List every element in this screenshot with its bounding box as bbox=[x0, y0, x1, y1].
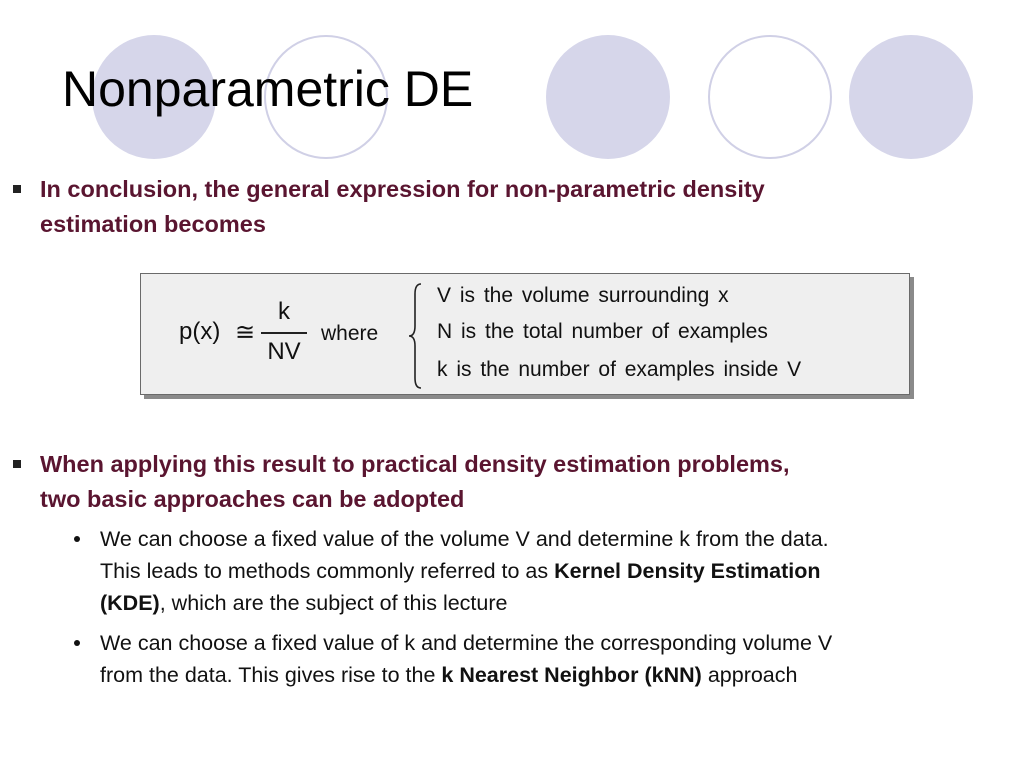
knn-term: k Nearest Neighbor (kNN) bbox=[441, 663, 702, 687]
bullet-applying-line2: two basic approaches can be adopted bbox=[40, 486, 465, 512]
bullet-conclusion-line1: In conclusion, the general expression for non-parametric density bbox=[40, 176, 765, 202]
list-item-kde bbox=[74, 523, 1019, 619]
formula-denominator: NV bbox=[267, 338, 301, 365]
formula-box bbox=[140, 273, 910, 395]
formula-approx-symbol: ≅ bbox=[235, 319, 256, 346]
approaches-list bbox=[74, 523, 1019, 699]
bullet-conclusion bbox=[40, 172, 765, 242]
bullet-conclusion-line2: estimation becomes bbox=[40, 211, 266, 237]
formula-condition-3: k is the number of examples inside V bbox=[437, 358, 802, 381]
decorative-circle bbox=[849, 35, 973, 159]
left-brace-icon bbox=[405, 280, 427, 392]
kde-abbrev: (KDE) bbox=[100, 591, 160, 615]
fraction-bar bbox=[261, 332, 307, 334]
square-bullet-icon bbox=[13, 460, 21, 468]
decorative-circle bbox=[708, 35, 832, 159]
slide-title: Nonparametric DE bbox=[62, 61, 474, 117]
knn-line2-end: approach bbox=[701, 663, 798, 687]
kde-line3-text: , which are the subject of this lecture bbox=[159, 591, 508, 615]
formula-condition-2: N is the total number of examples bbox=[437, 320, 768, 343]
formula-numerator: k bbox=[278, 298, 290, 325]
decorative-circle bbox=[546, 35, 670, 159]
dot-bullet-icon bbox=[74, 536, 80, 542]
kde-line3 bbox=[100, 587, 1019, 619]
kde-term: Kernel Density Estimation bbox=[554, 559, 821, 583]
formula-where: where bbox=[321, 322, 379, 345]
bullet-applying-line1: When applying this result to practical density estimation problems, bbox=[40, 451, 790, 477]
kde-line2 bbox=[100, 555, 1019, 587]
list-item-knn bbox=[74, 627, 1019, 691]
kde-line2-text: This leads to methods commonly referred to as bbox=[100, 559, 555, 583]
dot-bullet-icon bbox=[74, 640, 80, 646]
square-bullet-icon bbox=[13, 185, 21, 193]
kde-line1: We can choose a fixed value of the volume V and determine k from the data. bbox=[100, 527, 829, 551]
knn-line2-text: from the data. This gives rise to the bbox=[100, 663, 442, 687]
knn-line1: We can choose a fixed value of k and determine the corresponding volume V bbox=[100, 631, 833, 655]
bullet-applying bbox=[40, 447, 790, 517]
knn-line2 bbox=[100, 659, 1019, 691]
formula-condition-1: V is the volume surrounding x bbox=[437, 284, 729, 307]
formula-lhs: p(x) bbox=[179, 318, 221, 345]
